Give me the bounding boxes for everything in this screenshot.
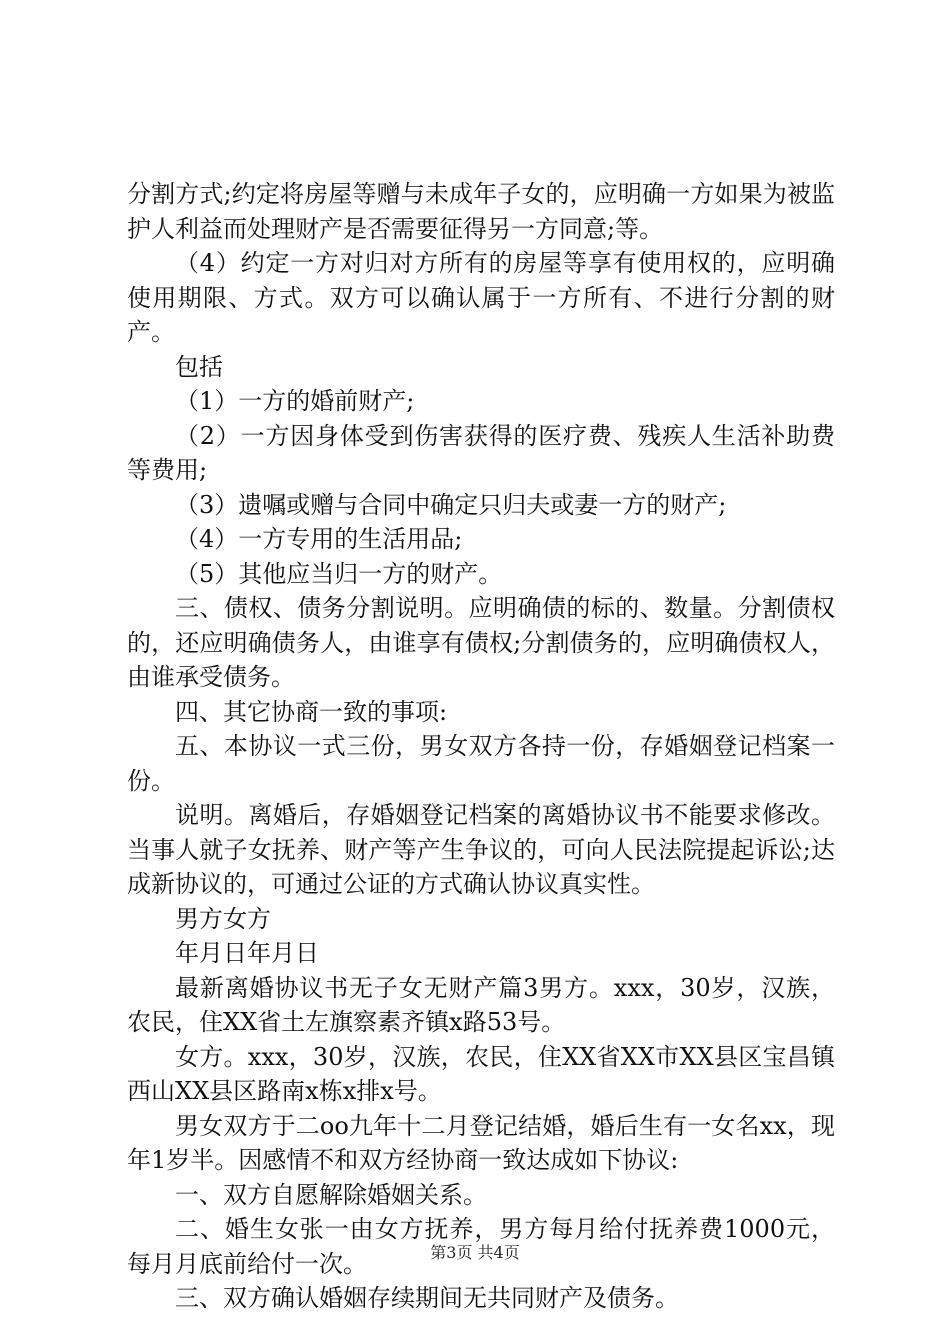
document-body xyxy=(127,177,835,1316)
paragraph: 分割方式;约定将房屋等赠与未成年子女的，应明确一方如果为被监护人利益而处理财产是否需要征得另一方同意;等。 xyxy=(127,180,835,243)
paragraph: 男方女方 xyxy=(175,904,271,933)
paragraph: 四、其它协商一致的事项: xyxy=(175,697,448,726)
paragraph: （5）其他应当归一方的财产。 xyxy=(175,559,503,588)
paragraph: （4）一方专用的生活用品; xyxy=(175,525,463,553)
paragraph: 包括 xyxy=(175,352,223,381)
paragraph: 男女双方于二oo九年十二月登记结婚，婚后生有一女名xx，现年1岁半。因感情不和双方经协商一致达成如下协议: xyxy=(127,1111,835,1174)
paragraph: （2）一方因身体受到伤害获得的医疗费、残疾人生活补助费等费用; xyxy=(127,421,835,484)
paragraph: （1）一方的婚前财产; xyxy=(175,387,415,415)
paragraph: （4）约定一方对归对方所有的房屋等享有使用权的，应明确使用期限、方式。双方可以确认属于一方所有、不进行分割的财产。 xyxy=(127,249,835,346)
paragraph: （3）遗嘱或赠与合同中确定只归夫或妻一方的财产; xyxy=(175,490,727,519)
paragraph: 二、婚生女张一由女方抚养，男方每月给付抚养费1000元，每月月底前给付一次。 xyxy=(127,1215,835,1278)
paragraph: 五、本协议一式三份，男女双方各持一份，存婚姻登记档案一份。 xyxy=(127,732,835,795)
paragraph: 最新离婚协议书无子女无财产篇3男方。xxx，30岁，汉族，农民，住XX省土左旗察素齐镇x路53号。 xyxy=(127,973,835,1036)
paragraph: 三、双方确认婚姻存续期间无共同财产及债务。 xyxy=(175,1284,679,1312)
paragraph: 一、双方自愿解除婚姻关系。 xyxy=(175,1180,487,1209)
paragraph: 三、债权、债务分割说明。应明确债的标的、数量。分割债权的，还应明确债务人，由谁享有债权;分割债务的，应明确债权人，由谁承受债务。 xyxy=(127,594,835,691)
paragraph: 女方。xxx，30岁，汉族，农民，住XX省XX市XX县区宝昌镇西山XX县区路南x栋x排x号。 xyxy=(127,1042,835,1105)
paragraph: 说明。离婚后，存婚姻登记档案的离婚协议书不能要求修改。当事人就子女抚养、财产等产生争议的，可向人民法院提起诉讼;达成新协议的，可通过公证的方式确认协议真实性。 xyxy=(127,801,835,898)
page-footer: 第3页 共4页 xyxy=(430,1243,520,1262)
paragraph: 年月日年月日 xyxy=(175,939,319,967)
